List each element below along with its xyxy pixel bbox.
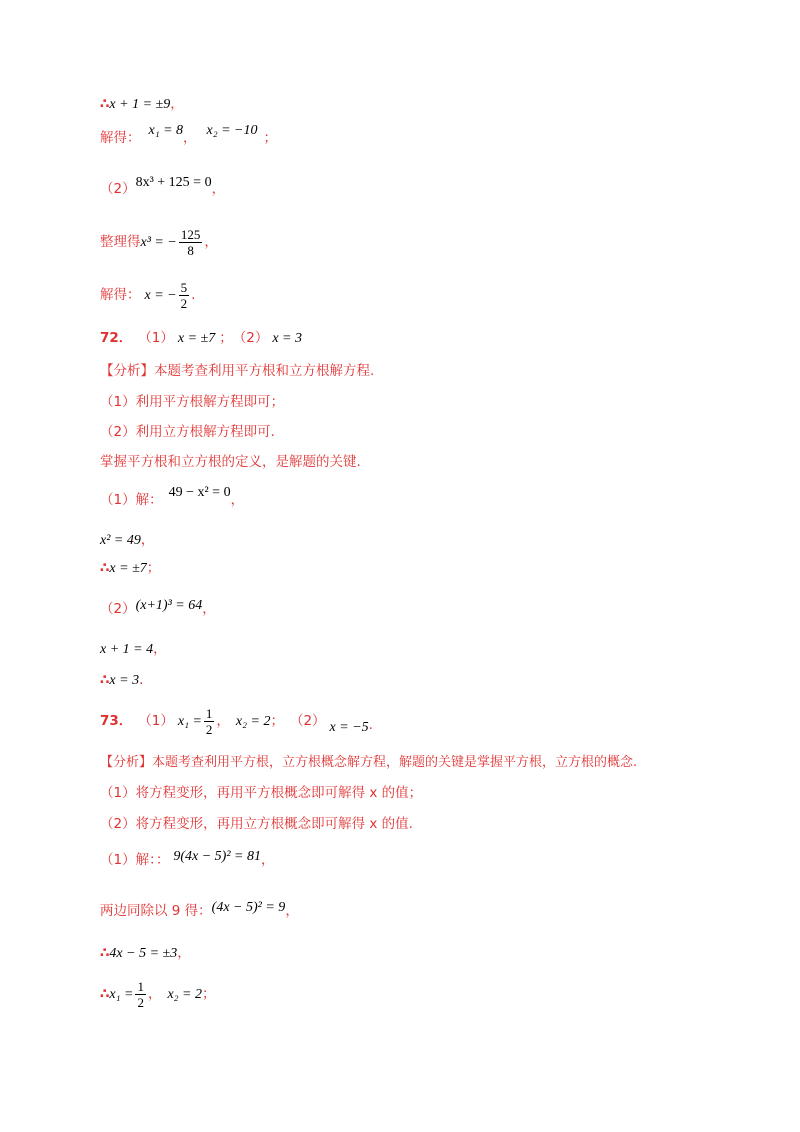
therefore-symbol: ∴ bbox=[100, 96, 110, 113]
line-8 bbox=[100, 396, 284, 410]
denominator: 8 bbox=[187, 243, 194, 258]
line-19 bbox=[100, 787, 422, 801]
question-number: 73． bbox=[100, 712, 133, 729]
line-23 bbox=[100, 947, 191, 961]
equation: 4x − 5 = ±3 bbox=[109, 946, 178, 961]
numerator: 1 bbox=[137, 979, 144, 994]
line-10 bbox=[100, 456, 361, 470]
punctuation: . bbox=[139, 672, 144, 689]
equation: x = 3 bbox=[109, 673, 140, 688]
line-9 bbox=[100, 426, 275, 440]
label: 解得： bbox=[100, 286, 141, 303]
therefore-symbol: ∴ bbox=[100, 560, 110, 577]
equation: 49 − x² = 0 bbox=[168, 485, 231, 500]
line-22 bbox=[100, 900, 299, 920]
line-20 bbox=[100, 818, 413, 832]
line-21 bbox=[100, 849, 275, 869]
line-14 bbox=[100, 598, 216, 618]
punctuation: ， bbox=[202, 601, 216, 618]
equation: (x+1)³ = 64 bbox=[135, 598, 203, 613]
punctuation: ， bbox=[216, 712, 230, 729]
punctuation: ， bbox=[183, 130, 197, 147]
punctuation: . bbox=[191, 286, 196, 303]
analysis-text: （1）将方程变形，再用平方根概念即可解得 x 的值； bbox=[100, 785, 423, 801]
line-17-answer-73 bbox=[100, 707, 373, 736]
analysis-text: 【分析】本题考查利用平方根，立方根概念解方程，解题的关键是掌握平方根，立方根的概念. bbox=[100, 755, 638, 770]
punctuation: ， bbox=[285, 903, 299, 920]
punctuation: ， bbox=[177, 945, 191, 962]
denominator: 2 bbox=[205, 722, 213, 737]
punctuation: ， bbox=[211, 181, 226, 198]
analysis-text: （2）将方程变形，再用立方根概念即可解得 x 的值. bbox=[100, 816, 413, 832]
analysis-text: 掌握平方根和立方根的定义，是解题的关键. bbox=[100, 454, 361, 470]
equation: x + 1 = ±9 bbox=[109, 97, 171, 112]
equation: x₁ = bbox=[177, 713, 202, 729]
equation: 9(4x − 5)² = 81 bbox=[173, 849, 261, 864]
question-number: 72． bbox=[100, 330, 133, 347]
equation: x = −5 bbox=[329, 719, 369, 735]
punctuation: ； bbox=[219, 330, 233, 347]
fraction bbox=[204, 707, 215, 736]
equation: (4x − 5)² = 9 bbox=[211, 900, 286, 915]
therefore-symbol: ∴ bbox=[100, 945, 110, 962]
numerator: 5 bbox=[180, 280, 188, 295]
therefore-symbol: ∴ bbox=[100, 672, 110, 689]
equation: x₂ = 2 bbox=[167, 986, 202, 1002]
line-7 bbox=[100, 365, 374, 379]
fraction bbox=[179, 281, 190, 310]
analysis-text: （2）利用立方根解方程即可. bbox=[100, 424, 275, 440]
analysis-text: （1）利用平方根解方程即可； bbox=[100, 394, 285, 410]
line-1 bbox=[100, 98, 184, 112]
part-label: （2） bbox=[100, 601, 136, 618]
equation: x₁ = bbox=[109, 986, 134, 1002]
fraction bbox=[179, 228, 203, 257]
punctuation: ； bbox=[146, 560, 161, 577]
punctuation: ， bbox=[140, 532, 155, 549]
numerator: 125 bbox=[180, 227, 201, 242]
equation: 8x³ + 125 = 0 bbox=[135, 175, 212, 190]
equation: x₂ = −10 bbox=[206, 123, 258, 138]
analysis-text: 【分析】本题考查利用平方根和立方根解方程. bbox=[100, 363, 375, 379]
denominator: 2 bbox=[137, 995, 144, 1010]
part-label: （2） bbox=[232, 330, 269, 347]
punctuation: ； bbox=[263, 130, 278, 147]
line-12 bbox=[100, 534, 154, 548]
fraction bbox=[135, 980, 146, 1009]
punctuation: . bbox=[368, 716, 373, 733]
equation: x₁ = 8 bbox=[148, 123, 184, 138]
punctuation: ， bbox=[147, 985, 162, 1002]
equation: x + 1 = 4 bbox=[100, 642, 154, 657]
part-label: （2） bbox=[289, 712, 326, 729]
equation: x² = 49 bbox=[100, 533, 141, 548]
equation: x = ±7 bbox=[177, 331, 216, 346]
line-11 bbox=[100, 485, 245, 509]
equation: x = ±7 bbox=[109, 561, 147, 576]
line-5 bbox=[100, 281, 195, 310]
equation: x = − bbox=[144, 287, 177, 303]
part-label: （1） bbox=[138, 712, 174, 729]
label: 解得： bbox=[100, 130, 141, 147]
label: 整理得 bbox=[100, 233, 141, 250]
label: （1）解： bbox=[100, 492, 163, 509]
equation: x³ = − bbox=[140, 234, 177, 250]
part-label: （2） bbox=[100, 181, 136, 198]
punctuation: ， bbox=[170, 96, 184, 113]
equation: x₂ = 2 bbox=[235, 713, 271, 729]
label: 两边同除以 9 得： bbox=[100, 903, 212, 920]
label: （1）解：： bbox=[100, 852, 170, 869]
numerator: 1 bbox=[205, 706, 213, 721]
line-2 bbox=[100, 123, 278, 147]
equation: x = 3 bbox=[272, 331, 303, 346]
denominator: 2 bbox=[180, 296, 188, 311]
line-18 bbox=[100, 756, 637, 769]
punctuation: ， bbox=[260, 852, 275, 869]
punctuation: ； bbox=[201, 985, 216, 1002]
line-6-answer-72 bbox=[100, 332, 302, 346]
part-label: （1） bbox=[138, 330, 174, 347]
punctuation: ， bbox=[230, 492, 245, 509]
line-16 bbox=[100, 674, 143, 688]
line-3 bbox=[100, 175, 226, 198]
therefore-symbol: ∴ bbox=[100, 985, 110, 1002]
punctuation: ， bbox=[204, 233, 218, 250]
punctuation: ； bbox=[270, 712, 284, 729]
line-24 bbox=[100, 980, 215, 1009]
punctuation: ， bbox=[153, 641, 167, 658]
line-13 bbox=[100, 562, 160, 576]
line-4 bbox=[100, 228, 218, 257]
line-15 bbox=[100, 643, 167, 657]
